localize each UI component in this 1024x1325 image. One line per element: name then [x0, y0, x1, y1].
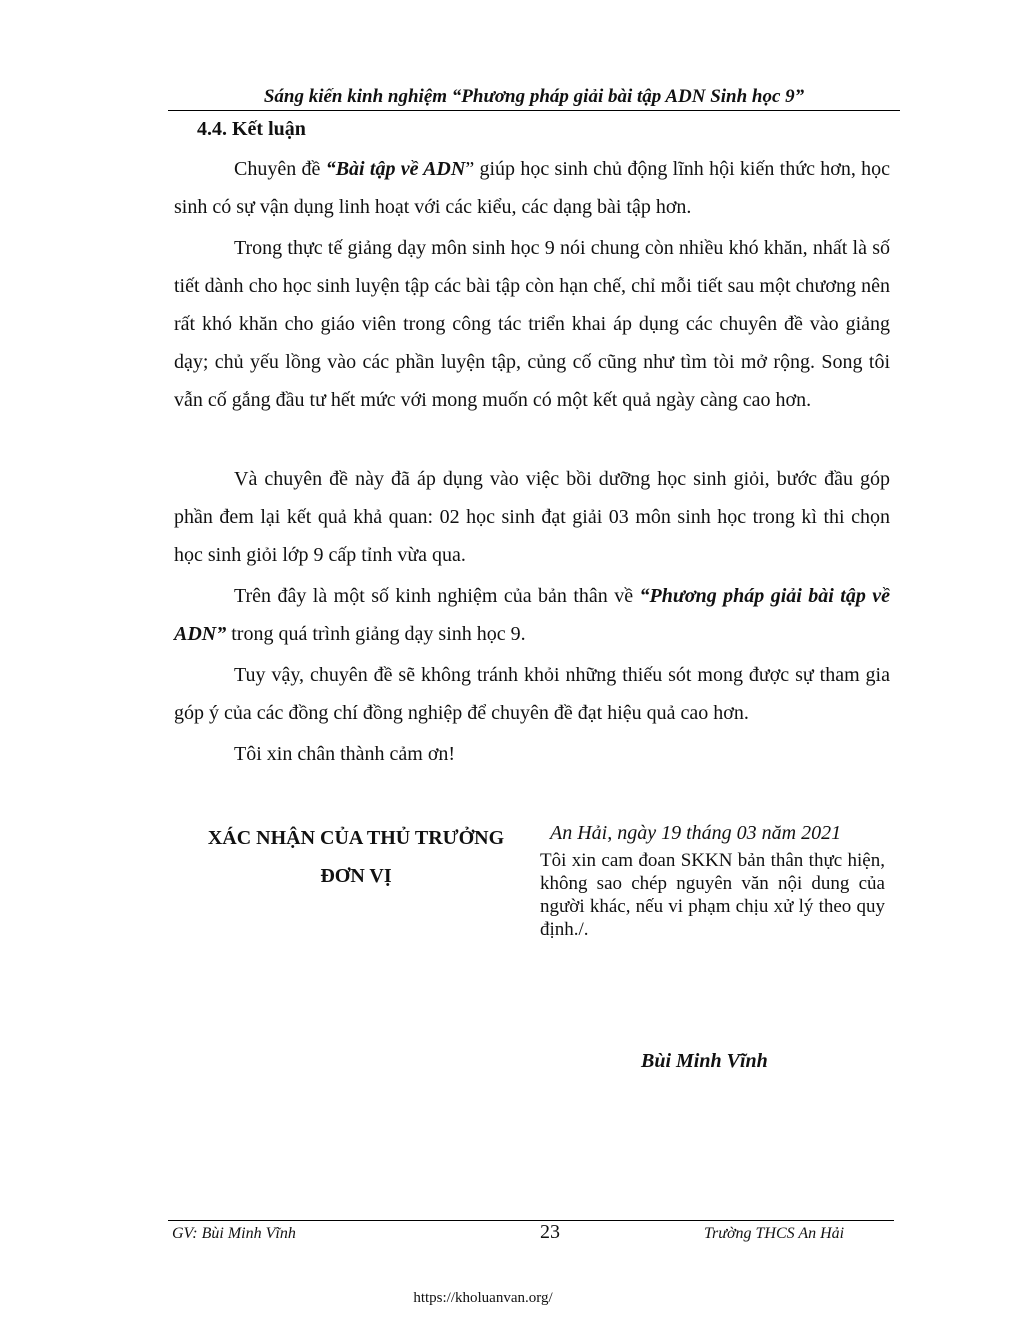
confirmation-line-2: ĐƠN VỊ [320, 865, 392, 887]
section-heading: 4.4. Kết luận [197, 118, 306, 140]
paragraph-6: Tôi xin chân thành cảm ơn! [234, 743, 456, 765]
confirmation-line-1: XÁC NHẬN CỦA THỦ TRƯỞNG [207, 827, 505, 849]
source-url: https://kholuanvan.org/ [413, 1290, 553, 1306]
page-number: 23 [540, 1221, 560, 1243]
paragraph-4-text-c: trong quá trình giảng dạy sinh học 9. [226, 623, 526, 645]
paragraph-1-text-a: Chuyên đề [234, 158, 326, 180]
paragraph-4 [174, 577, 890, 653]
paragraph-2: Trong thực tế giảng dạy môn sinh học 9 nói chung còn nhiều khó khăn, nhất là số tiết dành cho học sinh luyện tập các bài tập còn hạn chế, chỉ mỗi tiết sau một chương nên rất khó khăn cho giáo viên trong công tác triển khai áp dụng các chuyên đề vào giảng dạy; chủ yếu lồng vào các phần luyện tập, củng cố cũng như tìm tòi mở rộng. Song tôi vẫn cố gắng đầu tư hết mức với mong muốn có một kết quả ngày càng cao hơn. [174, 237, 890, 411]
paragraph-1-text-c: ” giúp học sinh chủ động lĩnh hội kiến thức hơn, học sinh có sự vận dụng linh hoạt với các kiểu, các dạng bài tập hơn. [174, 158, 890, 218]
paragraph-1-emphasis: “Bài tập về ADN [325, 158, 466, 180]
paragraph-4-emphasis: “Phương pháp giải bài tập về ADN” [174, 585, 891, 645]
paragraph-4-text-a: Trên đây là một số kinh nghiệm của bản thân về [234, 585, 640, 607]
footer-author: GV: Bùi Minh Vĩnh [172, 1225, 296, 1242]
paragraph-3: Và chuyên đề này đã áp dụng vào việc bồi dưỡng học sinh giỏi, bước đầu góp phần đem lại kết quả khả quan: 02 học sinh đạt giải 03 môn sinh học trong kì thi chọn học sinh giỏi lớp 9 cấp tỉnh vừa qua. [174, 468, 890, 566]
running-header: Sáng kiến kinh nghiệm “Phương pháp giải bài tập ADN Sinh học 9” [263, 86, 805, 107]
paragraph-1 [174, 150, 890, 226]
confirmation-heading [180, 819, 532, 895]
header-rule [168, 110, 900, 111]
paragraph-5: Tuy vậy, chuyên đề sẽ không tránh khỏi những thiếu sót mong được sự tham gia góp ý của các đồng chí đồng nghiệp để chuyên đề đạt hiệu quả cao hơn. [174, 664, 890, 724]
footer-school: Trường THCS An Hải [704, 1225, 845, 1242]
oath-statement: Tôi xin cam đoan SKKN bản thân thực hiện, không sao chép nguyên văn nội dung của người khác, nếu vi phạm chịu xử lý theo quy định./. [540, 850, 885, 940]
signer-name: Bùi Minh Vĩnh [641, 1050, 768, 1072]
date-line: An Hải, ngày 19 tháng 03 năm 2021 [550, 822, 842, 844]
